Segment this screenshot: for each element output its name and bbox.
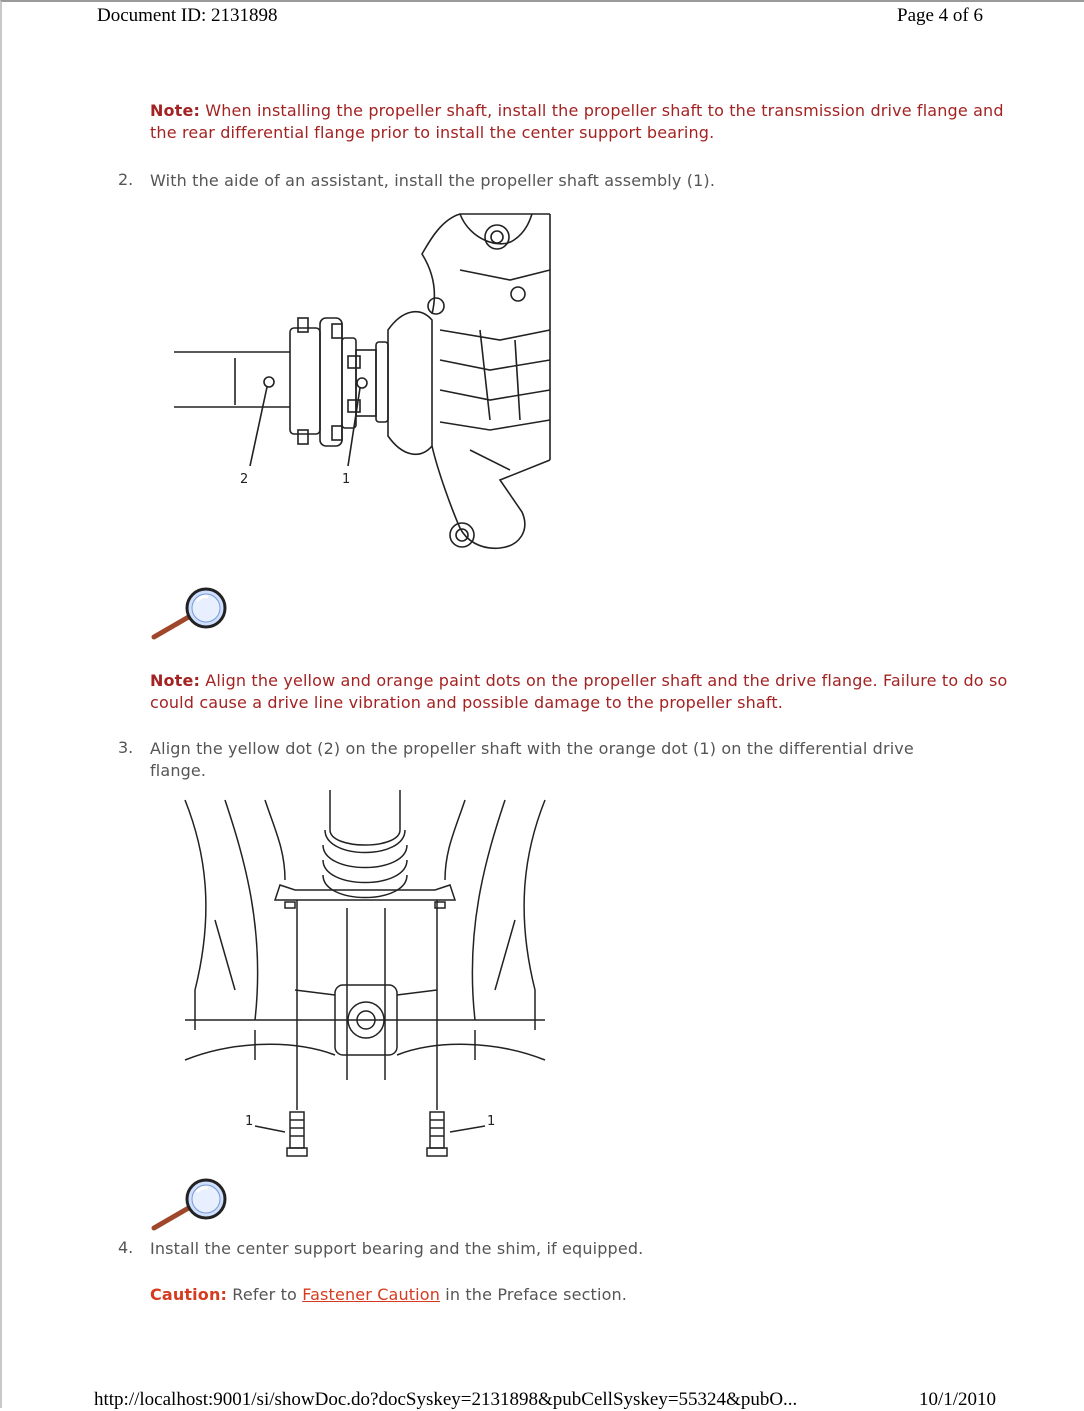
propeller-shaft-differential-illustration	[170, 210, 555, 560]
note-text: When installing the propeller shaft, install the propeller shaft to the transmission drive flange and the rear differential flange prior to install the center support bearing.	[150, 101, 1004, 142]
caution-prefix: Refer to	[232, 1285, 297, 1304]
document-id: Document ID: 2131898	[97, 5, 278, 26]
footer-url: http://localhost:9001/si/showDoc.do?docSyskey=2131898&pubCellSyskey=55324&pubO...	[94, 1389, 798, 1410]
caution-suffix: in the Preface section.	[445, 1285, 628, 1304]
step-text: With the aide of an assistant, install the propeller shaft assembly (1).	[150, 171, 716, 190]
step-text: Install the center support bearing and the shim, if equipped.	[150, 1239, 644, 1258]
step-text: Align the yellow dot (2) on the propeller shaft with the orange dot (1) on the differential drive flange.	[150, 739, 914, 780]
callout-1: 1	[342, 472, 351, 487]
caution	[150, 1284, 970, 1306]
note-label: Note:	[150, 101, 201, 120]
caution-label: Caution:	[150, 1285, 228, 1304]
footer-date: 10/1/2010	[919, 1389, 997, 1410]
step-number: 4.	[118, 1238, 134, 1257]
callout-2: 2	[240, 472, 249, 487]
note-install-order	[150, 100, 1020, 143]
magnifier-icon[interactable]	[148, 585, 232, 643]
note-paint-dots	[150, 670, 1020, 713]
callout-1-right: 1	[487, 1114, 496, 1129]
magnifier-icon[interactable]	[148, 1176, 232, 1234]
center-support-bearing-illustration	[175, 790, 555, 1170]
step-number: 3.	[118, 738, 134, 757]
note-label: Note:	[150, 671, 201, 690]
note-text: Align the yellow and orange paint dots on the propeller shaft and the drive flange. Failure to do so could cause a drive line vibration and possible damage to the propeller shaft.	[150, 671, 1008, 712]
callout-1-left: 1	[245, 1114, 254, 1129]
fastener-caution-link[interactable]: Fastener Caution	[302, 1285, 441, 1304]
page-number: Page 4 of 6	[897, 5, 984, 26]
step-number: 2.	[118, 170, 134, 189]
